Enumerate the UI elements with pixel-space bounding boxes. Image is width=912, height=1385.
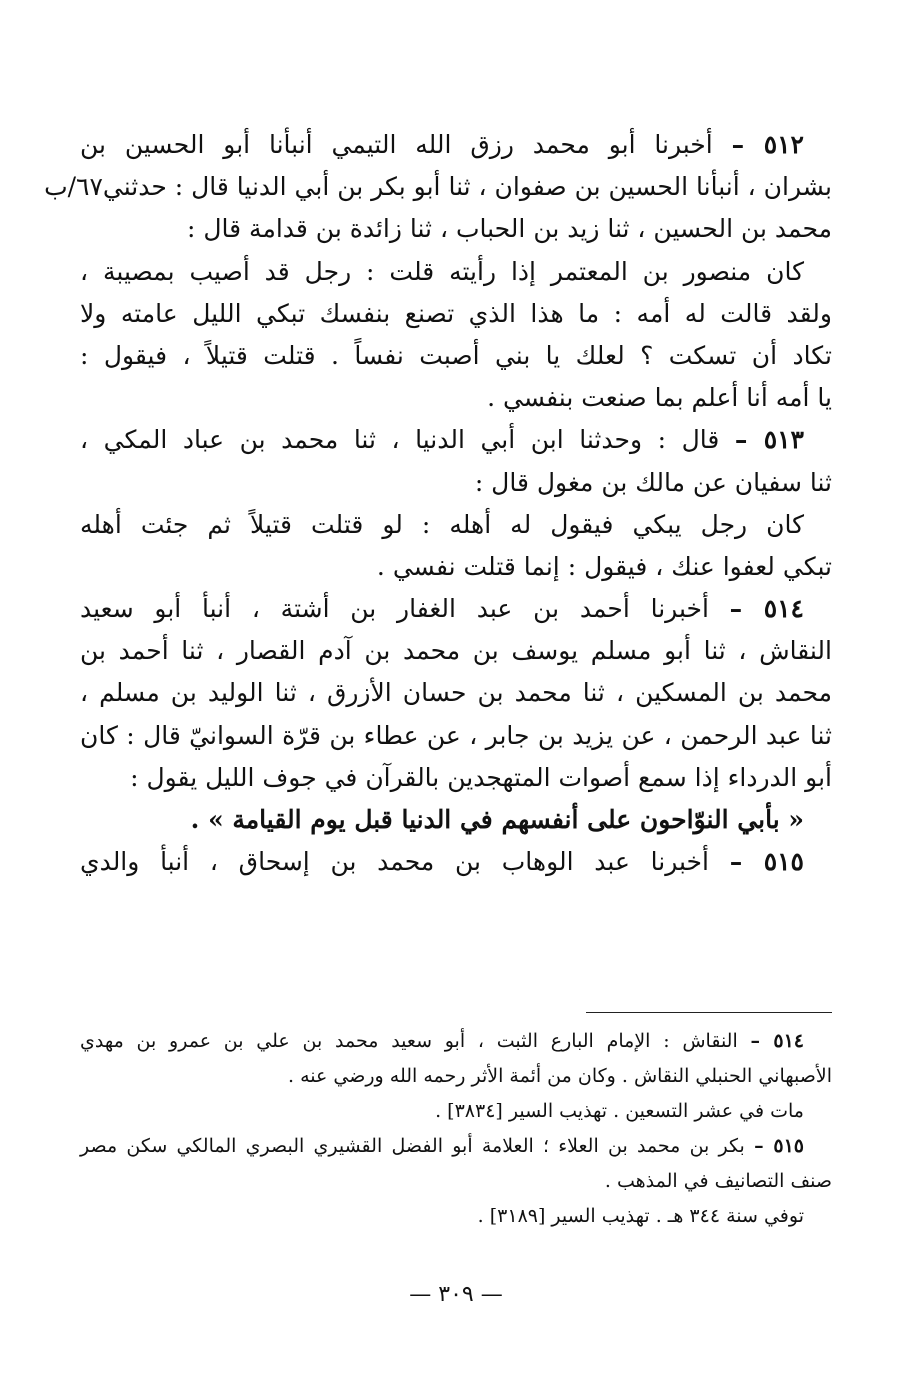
footnotes <box>80 1024 832 1234</box>
entry-number: ٥١٤ – <box>750 1030 804 1052</box>
line-text: النقاش : الإمام البارع الثبت ، أبو سعيد محمد بن علي بن عمرو بن مهدي <box>80 1030 738 1052</box>
line-text: كان منصور بن المعتمر إذا رأيته قلت : رجل قد أصيب بمصيبة ، <box>80 256 804 286</box>
text-line <box>80 124 832 166</box>
line-text: ثنا عبد الرحمن ، عن يزيد بن جابر ، عن عطاء بن قرّة السوانيّ قال : كان <box>80 720 832 750</box>
line-text: أخبرنا عبد الوهاب بن محمد بن إسحاق ، أنبأ والدي <box>80 847 709 877</box>
line-text: قال : وحدثنا ابن أبي الدنيا ، ثنا محمد بن عباد المكي ، <box>80 425 720 455</box>
line-text: تكاد أن تسكت ؟ لعلك يا بني أصبت نفساً . قتلت قتيلاً ، فيقول : <box>80 340 832 370</box>
entry-number: ٥١٢ – <box>731 130 804 159</box>
text-line <box>80 715 832 757</box>
footnote-separator <box>586 1012 832 1013</box>
text-line <box>80 799 832 841</box>
line-text: أبو الدرداء إذا سمع أصوات المتهجدين بالقرآن في جوف الليل يقول : <box>130 762 832 792</box>
text-line <box>80 377 832 419</box>
line-text: « بأبي النوّاحون على أنفسهم في الدنيا قبل يوم القيامة » . <box>190 805 804 834</box>
line-text: صنف التصانيف في المذهب . <box>604 1170 832 1192</box>
entry-number: ٥١٥ – <box>754 1135 804 1157</box>
text-line <box>80 841 832 883</box>
footnote-line <box>80 1129 832 1164</box>
line-text: الأصبهاني الحنبلي النقاش . وكان من أئمة الأثر رحمه الله ورضي عنه . <box>288 1065 832 1087</box>
line-text: محمد بن الحسين ، ثنا زيد بن الحباب ، ثنا زائدة بن قدامة قال : <box>187 214 832 244</box>
line-text: محمد بن المسكين ، ثنا محمد بن حسان الأزرق ، ثنا الوليد بن مسلم ، <box>80 678 832 708</box>
text-line <box>80 293 832 335</box>
text-line <box>80 419 832 461</box>
text-line <box>80 208 832 250</box>
footnote-line <box>80 1199 832 1234</box>
line-text: أخبرنا أحمد بن عبد الغفار بن أشتة ، أنبأ أبو سعيد <box>80 594 709 624</box>
line-text: كان رجل يبكي فيقول له أهله : لو قتلت قتيلاً ثم جئت أهله <box>80 509 804 539</box>
text-line <box>80 462 832 504</box>
line-text: توفي سنة ٣٤٤ هـ . تهذيب السير [٣١٨٩] . <box>477 1205 804 1227</box>
text-line <box>80 757 832 799</box>
text-line <box>80 588 832 630</box>
footnote-line <box>80 1094 832 1129</box>
line-text: تبكي لعفوا عنك ، فيقول : إنما قتلت نفسي . <box>376 551 832 581</box>
line-text: يا أمه أنا أعلم بما صنعت بنفسي . <box>487 383 832 413</box>
footnote-line <box>80 1024 832 1059</box>
line-text: النقاش ، ثنا أبو مسلم يوسف بن محمد بن آدم القصار ، ثنا أحمد بن <box>80 636 832 666</box>
text-line <box>80 672 832 714</box>
line-text: مات في عشر التسعين . تهذيب السير [٣٨٣٤] . <box>435 1100 804 1122</box>
entry-number: ٥١٣ – <box>734 425 804 455</box>
line-text: بكر بن محمد بن العلاء ؛ العلامة أبو الفضل القشيري البصري المالكي سكن مصر <box>80 1135 745 1157</box>
entry-number: ٥١٤ – <box>729 594 804 624</box>
footnote-line <box>80 1059 832 1094</box>
text-line <box>44 166 832 208</box>
line-text: ثنا سفيان عن مالك بن مغول قال : <box>474 467 832 497</box>
line-text: أخبرنا أبو محمد رزق الله التيمي أنبأنا أبو الحسين بن <box>80 130 713 159</box>
text-line <box>80 630 832 672</box>
text-line <box>80 335 832 377</box>
text-line <box>80 504 832 546</box>
line-text: بشران ، أنبأنا الحسين بن صفوان ، ثنا أبو بكر بن أبي الدنيا قال : حدثني٦٧/ب <box>44 172 832 202</box>
footnote-line <box>80 1164 832 1199</box>
entry-number: ٥١٥ – <box>729 847 804 877</box>
text-line <box>80 251 832 293</box>
text-line <box>80 546 832 588</box>
page-number: — ٣٠٩ — <box>409 1282 503 1307</box>
main-text <box>44 124 832 883</box>
line-text: ولقد قالت له أمه : ما هذا الذي تصنع بنفسك تبكي الليل عامته ولا <box>80 298 832 328</box>
